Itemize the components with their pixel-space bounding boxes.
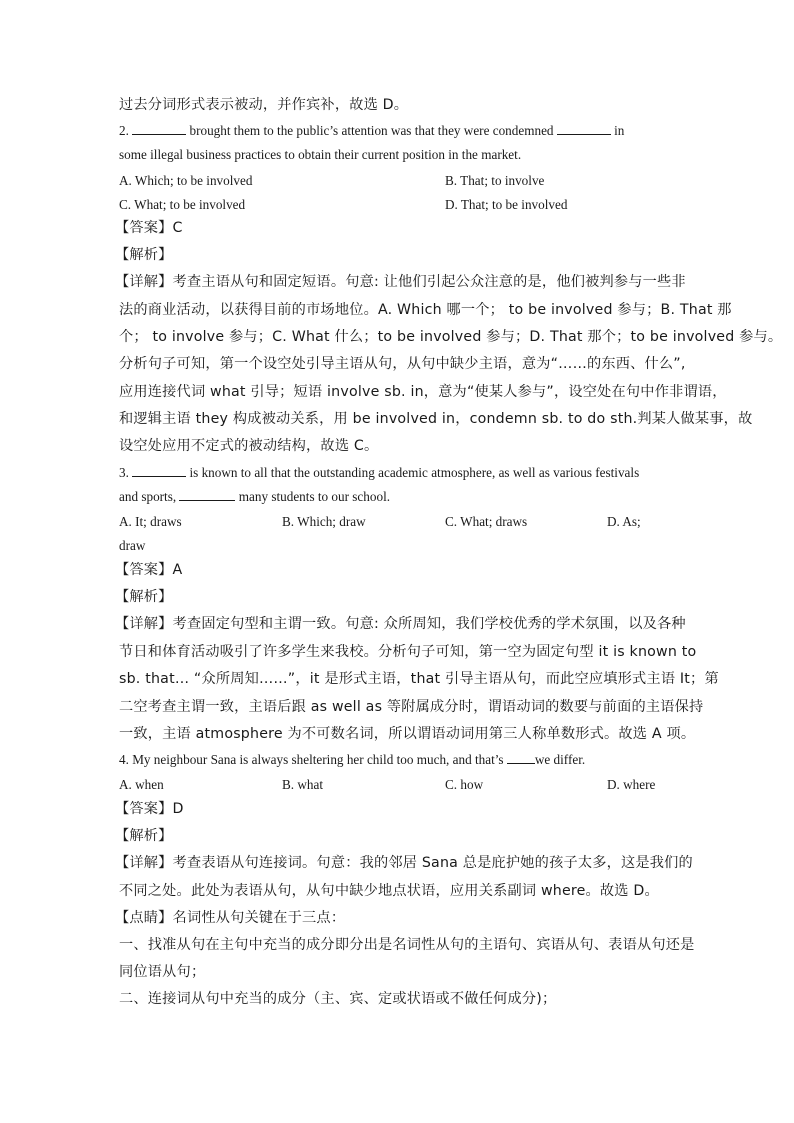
text-line: 和逻辑主语 they 构成被动关系，用 be involved in，condemn sb. to do sth.判某人做某事，故 <box>119 411 753 427</box>
option-b: B. That; to involve <box>445 173 545 188</box>
analysis-label: 【解析】 <box>115 828 173 844</box>
text-line: 个； to involve 参与；C. What 什么；to be involved 参与；D. That 那个；to be involved 参与。 <box>119 329 783 345</box>
answer-blank <box>132 475 186 477</box>
text-line: and sports, many students to our school. <box>119 489 391 504</box>
option-d-continued: draw <box>119 538 146 553</box>
text-line: 节日和体育活动吸引了许多学生来我校。分析句子可知，第一空为固定句型 it is known to <box>119 644 697 660</box>
question-2-stem: 2. brought them to the public’s attention was that they were condemned in <box>119 123 625 138</box>
answer-blank <box>179 499 235 501</box>
option-a: A. when <box>119 777 164 792</box>
text-line: 【详解】考查表语从句连接词。句意：我的邻居 Sana 总是庇护她的孩子太多，这是我们的 <box>115 855 693 871</box>
question-4-stem: 4. My neighbour Sana is always sheltering her child too much, and that’s we differ. <box>119 752 586 767</box>
answer-blank <box>507 762 535 764</box>
text-line: sb. that… “众所周知……”，it 是形式主语，that 引导主语从句，而此空应填形式主语 It；第 <box>119 671 719 687</box>
option-c: C. What; to be involved <box>119 197 246 212</box>
option-d: D. where <box>607 777 656 792</box>
text-line: 应用连接代词 what 引导；短语 involve sb. in，意为“使某人参与”，设空处在句中作非谓语， <box>119 384 727 400</box>
answer-label: 【答案】D <box>115 801 184 817</box>
text-line: 二、连接词从句中充当的成分（主、宾、定或状语或不做任何成分)； <box>119 991 557 1007</box>
answer-label: 【答案】A <box>115 562 183 578</box>
option-b: B. Which; draw <box>282 514 366 529</box>
answer-blank <box>557 133 611 135</box>
option-a: A. It; draws <box>119 514 182 529</box>
option-d: D. As; <box>607 514 641 529</box>
text-line: 法的商业活动，以获得目前的市场地位。A. Which 哪一个； to be involved 参与；B. That 那 <box>119 302 732 318</box>
option-d: D. That; to be involved <box>445 197 568 212</box>
text-line: 【详解】考查主语从句和固定短语。句意: 让他们引起公众注意的是，他们被判参与一些非 <box>115 274 686 290</box>
text-line: 不同之处。此处为表语从句，从句中缺少地点状语，应用关系副词 where。故选 D。 <box>119 883 659 899</box>
answer-blank <box>132 133 186 135</box>
key-point-label: 【点睛】名词性从句关键在于三点： <box>115 910 346 926</box>
option-a: A. Which; to be involved <box>119 173 253 188</box>
text-line: 一、找准从句在主句中充当的成分即分出是名词性从句的主语句、宾语从句、表语从句还是 <box>119 937 695 953</box>
text-line: 设空处应用不定式的被动结构，故选 C。 <box>119 438 379 454</box>
text-line: 二空考查主谓一致，主语后跟 as well as 等附属成分时，谓语动词的数要与前面的主语保持 <box>119 699 704 715</box>
question-3-stem: 3. is known to all that the outstanding academic atmosphere, as well as various festivals <box>119 465 640 480</box>
text-line: 同位语从句； <box>119 964 206 980</box>
analysis-label: 【解析】 <box>115 247 173 263</box>
text-line: 分析句子可知，第一个设空处引导主语从句，从句中缺少主语，意为“……的东西、什么”, <box>119 356 686 372</box>
option-b: B. what <box>282 777 324 792</box>
text-line: 过去分词形式表示被动，并作宾补，故选 D。 <box>119 97 409 113</box>
text-line: 一致，主语 atmosphere 为不可数名词，所以谓语动词用第三人称单数形式。故选 A 项。 <box>119 726 696 742</box>
text-line: 【详解】考查固定句型和主谓一致。句意: 众所周知，我们学校优秀的学术氛围，以及各种 <box>115 616 686 632</box>
text-line: some illegal business practices to obtain their current position in the market. <box>119 147 522 162</box>
answer-label: 【答案】C <box>115 220 183 236</box>
option-c: C. What; draws <box>445 514 528 529</box>
analysis-label: 【解析】 <box>115 589 173 605</box>
option-c: C. how <box>445 777 484 792</box>
